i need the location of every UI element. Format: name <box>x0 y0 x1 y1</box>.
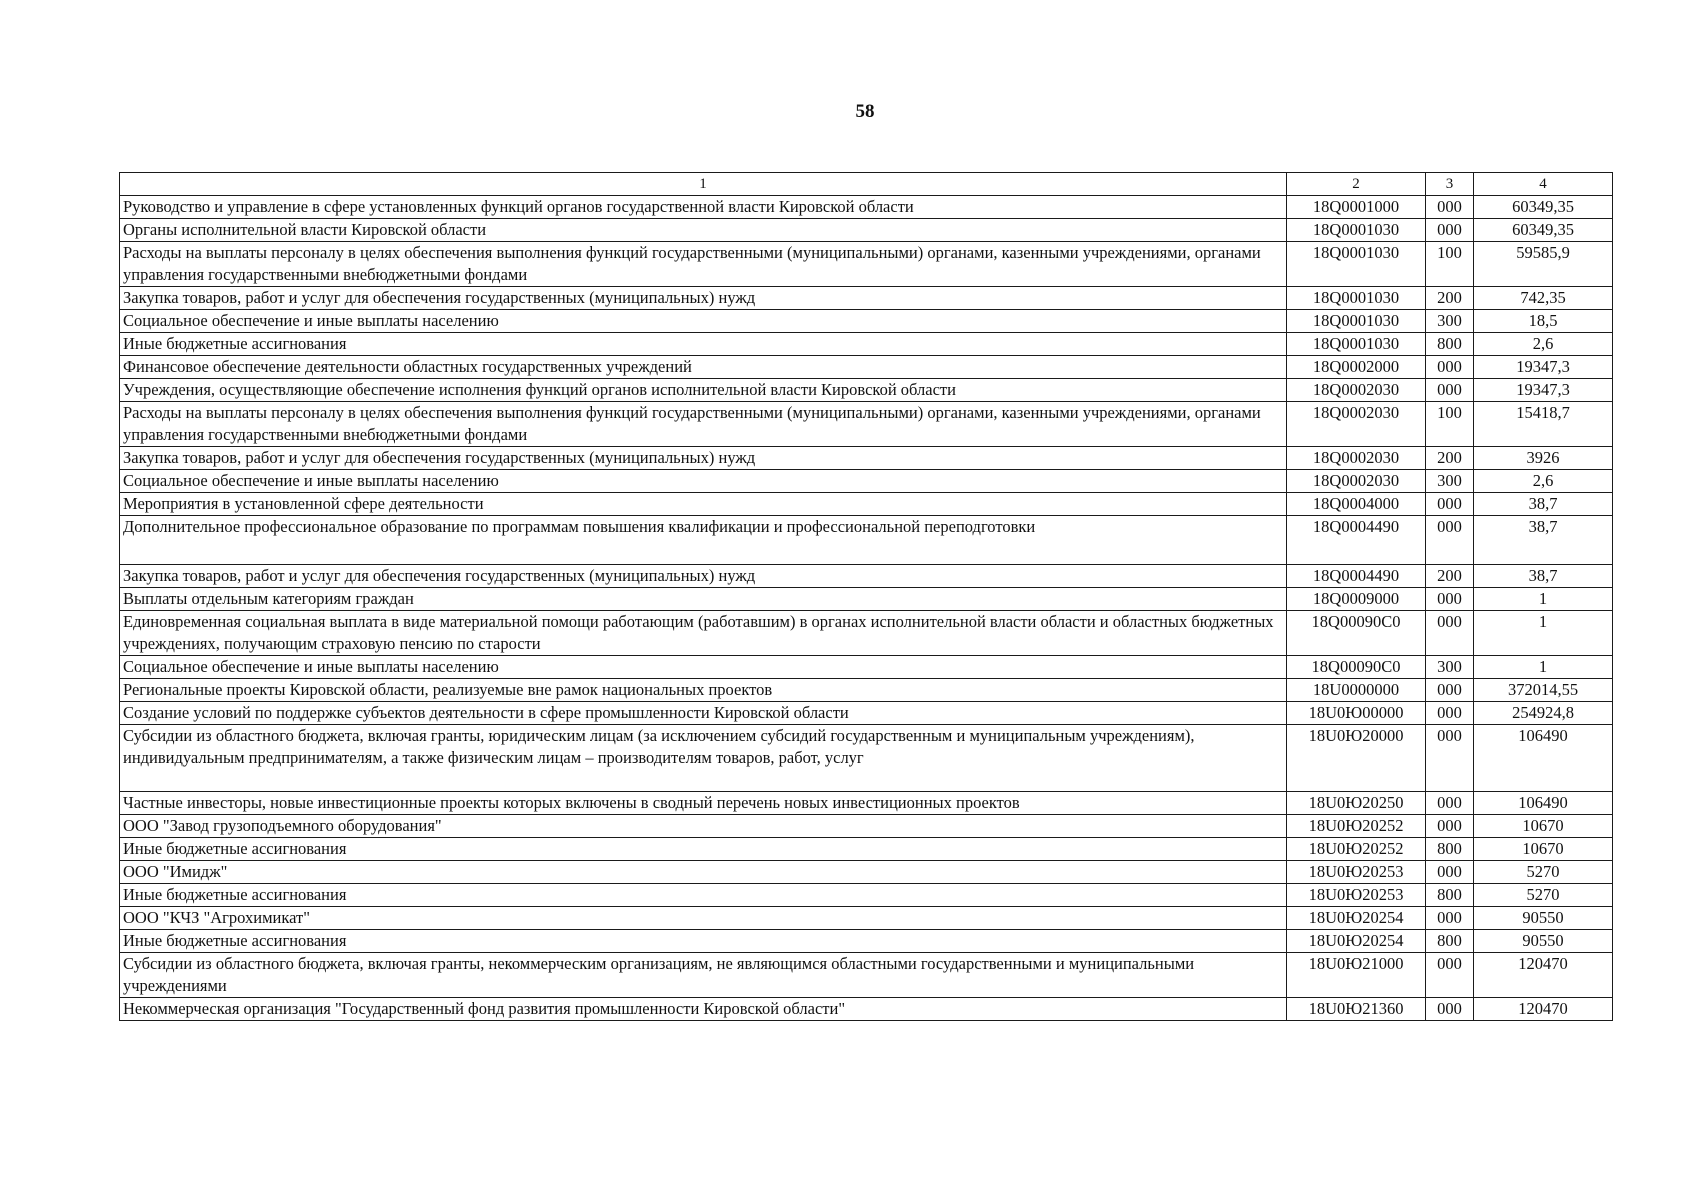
row-expense-type-cell: 000 <box>1426 611 1474 656</box>
row-code-cell: 18Q0004490 <box>1287 565 1426 588</box>
row-expense-type-cell: 000 <box>1426 679 1474 702</box>
table-row <box>120 725 1613 792</box>
row-expense-type-cell: 000 <box>1426 379 1474 402</box>
row-code-cell: 18Q0002030 <box>1287 447 1426 470</box>
table-row <box>120 792 1613 815</box>
table-row <box>120 310 1613 333</box>
column-header-2: 2 <box>1287 173 1426 196</box>
row-code-cell: 18U0Ю20000 <box>1287 725 1426 792</box>
table-row <box>120 565 1613 588</box>
table-row <box>120 907 1613 930</box>
row-code-cell: 18Q0002030 <box>1287 470 1426 493</box>
table-body <box>120 196 1613 1021</box>
row-code-cell: 18Q0001030 <box>1287 310 1426 333</box>
row-expense-type-cell: 200 <box>1426 287 1474 310</box>
row-expense-type-cell: 000 <box>1426 702 1474 725</box>
row-name-cell: Руководство и управление в сфере установленных функций органов государственной власти Кировской области <box>120 196 1287 219</box>
row-code-cell: 18U0000000 <box>1287 679 1426 702</box>
table-row <box>120 287 1613 310</box>
row-name-cell: ООО "Завод грузоподъемного оборудования" <box>120 815 1287 838</box>
row-amount-cell: 742,35 <box>1474 287 1613 310</box>
row-amount-cell: 38,7 <box>1474 516 1613 565</box>
row-amount-cell: 5270 <box>1474 884 1613 907</box>
row-amount-cell: 38,7 <box>1474 565 1613 588</box>
row-name-cell: Единовременная социальная выплата в виде материальной помощи работающим (работавшим) в органах исполнительной власти области и областных бюджетных учреждениях, получающим страховую пенсию по старости <box>120 611 1287 656</box>
row-expense-type-cell: 800 <box>1426 333 1474 356</box>
row-name-cell: Дополнительное профессиональное образование по программам повышения квалификации и профессиональной переподготовки <box>120 516 1287 565</box>
table-row <box>120 815 1613 838</box>
row-name-cell: Социальное обеспечение и иные выплаты населению <box>120 310 1287 333</box>
row-expense-type-cell: 200 <box>1426 565 1474 588</box>
row-expense-type-cell: 100 <box>1426 242 1474 287</box>
table-row <box>120 884 1613 907</box>
row-code-cell: 18U0Ю00000 <box>1287 702 1426 725</box>
row-expense-type-cell: 800 <box>1426 930 1474 953</box>
row-name-cell: Частные инвесторы, новые инвестиционные проекты которых включены в сводный перечень новых инвестиционных проектов <box>120 792 1287 815</box>
row-amount-cell: 1 <box>1474 588 1613 611</box>
row-expense-type-cell: 000 <box>1426 953 1474 998</box>
row-amount-cell: 372014,55 <box>1474 679 1613 702</box>
column-header-4: 4 <box>1474 173 1613 196</box>
row-code-cell: 18U0Ю20253 <box>1287 861 1426 884</box>
row-expense-type-cell: 300 <box>1426 470 1474 493</box>
row-amount-cell: 120470 <box>1474 953 1613 998</box>
row-code-cell: 18U0Ю21360 <box>1287 998 1426 1021</box>
row-name-cell: Иные бюджетные ассигнования <box>120 838 1287 861</box>
table-row <box>120 402 1613 447</box>
row-amount-cell: 106490 <box>1474 792 1613 815</box>
row-amount-cell: 1 <box>1474 656 1613 679</box>
row-amount-cell: 1 <box>1474 611 1613 656</box>
row-name-cell: Социальное обеспечение и иные выплаты населению <box>120 470 1287 493</box>
row-name-cell: Учреждения, осуществляющие обеспечение исполнения функций органов исполнительной власти Кировской области <box>120 379 1287 402</box>
row-expense-type-cell: 300 <box>1426 310 1474 333</box>
row-expense-type-cell: 000 <box>1426 196 1474 219</box>
table-row <box>120 447 1613 470</box>
row-amount-cell: 15418,7 <box>1474 402 1613 447</box>
table-row <box>120 861 1613 884</box>
table-row <box>120 588 1613 611</box>
row-amount-cell: 18,5 <box>1474 310 1613 333</box>
row-name-cell: Расходы на выплаты персоналу в целях обеспечения выполнения функций государственными (муниципальными) органами, казенными учреждениями, органами управления государственными внебюджетными фондами <box>120 402 1287 447</box>
row-expense-type-cell: 000 <box>1426 588 1474 611</box>
row-code-cell: 18Q0001030 <box>1287 287 1426 310</box>
row-amount-cell: 2,6 <box>1474 470 1613 493</box>
table-row <box>120 470 1613 493</box>
row-amount-cell: 19347,3 <box>1474 356 1613 379</box>
row-name-cell: Финансовое обеспечение деятельности областных государственных учреждений <box>120 356 1287 379</box>
row-name-cell: Выплаты отдельным категориям граждан <box>120 588 1287 611</box>
row-amount-cell: 5270 <box>1474 861 1613 884</box>
row-expense-type-cell: 000 <box>1426 907 1474 930</box>
row-name-cell: Иные бюджетные ассигнования <box>120 930 1287 953</box>
table-row <box>120 379 1613 402</box>
row-code-cell: 18U0Ю20252 <box>1287 838 1426 861</box>
row-code-cell: 18Q0004490 <box>1287 516 1426 565</box>
table-row <box>120 333 1613 356</box>
row-code-cell: 18U0Ю21000 <box>1287 953 1426 998</box>
row-name-cell: Региональные проекты Кировской области, реализуемые вне рамок национальных проектов <box>120 679 1287 702</box>
table-row <box>120 242 1613 287</box>
row-expense-type-cell: 000 <box>1426 516 1474 565</box>
table-row <box>120 838 1613 861</box>
row-amount-cell: 120470 <box>1474 998 1613 1021</box>
table-row <box>120 998 1613 1021</box>
row-code-cell: 18U0Ю20250 <box>1287 792 1426 815</box>
row-amount-cell: 10670 <box>1474 815 1613 838</box>
row-code-cell: 18Q0002030 <box>1287 379 1426 402</box>
table-row <box>120 953 1613 998</box>
row-amount-cell: 60349,35 <box>1474 196 1613 219</box>
row-name-cell: Некоммерческая организация "Государственный фонд развития промышленности Кировской области" <box>120 998 1287 1021</box>
header-row <box>120 173 1613 196</box>
row-name-cell: Расходы на выплаты персоналу в целях обеспечения выполнения функций государственными (муниципальными) органами, казенными учреждениями, органами управления государственными внебюджетными фондами <box>120 242 1287 287</box>
row-expense-type-cell: 100 <box>1426 402 1474 447</box>
table-row <box>120 611 1613 656</box>
row-name-cell: ООО "Имидж" <box>120 861 1287 884</box>
row-name-cell: Иные бюджетные ассигнования <box>120 884 1287 907</box>
table-row <box>120 679 1613 702</box>
row-name-cell: Социальное обеспечение и иные выплаты населению <box>120 656 1287 679</box>
row-code-cell: 18Q0004000 <box>1287 493 1426 516</box>
row-code-cell: 18Q0001000 <box>1287 196 1426 219</box>
row-expense-type-cell: 000 <box>1426 815 1474 838</box>
row-expense-type-cell: 000 <box>1426 219 1474 242</box>
row-code-cell: 18Q0001030 <box>1287 242 1426 287</box>
table-row <box>120 219 1613 242</box>
row-expense-type-cell: 300 <box>1426 656 1474 679</box>
row-name-cell: Субсидии из областного бюджета, включая гранты, некоммерческим организациям, не являющимся областными государственными и муниципальными учреждениями <box>120 953 1287 998</box>
row-code-cell: 18Q00090C0 <box>1287 611 1426 656</box>
row-expense-type-cell: 000 <box>1426 998 1474 1021</box>
row-code-cell: 18Q00090C0 <box>1287 656 1426 679</box>
row-code-cell: 18Q0001030 <box>1287 333 1426 356</box>
row-name-cell: Закупка товаров, работ и услуг для обеспечения государственных (муниципальных) нужд <box>120 447 1287 470</box>
row-amount-cell: 19347,3 <box>1474 379 1613 402</box>
table-row <box>120 493 1613 516</box>
row-expense-type-cell: 000 <box>1426 861 1474 884</box>
row-amount-cell: 10670 <box>1474 838 1613 861</box>
row-amount-cell: 106490 <box>1474 725 1613 792</box>
row-name-cell: Органы исполнительной власти Кировской области <box>120 219 1287 242</box>
row-amount-cell: 38,7 <box>1474 493 1613 516</box>
row-code-cell: 18Q0009000 <box>1287 588 1426 611</box>
row-name-cell: Субсидии из областного бюджета, включая гранты, юридическим лицам (за исключением субсидий государственным и муниципальным учреждениям), индивидуальным предпринимателям, а также физическим лицам – производителям товаров, работ, услуг <box>120 725 1287 792</box>
table-row <box>120 516 1613 565</box>
row-code-cell: 18Q0001030 <box>1287 219 1426 242</box>
row-expense-type-cell: 800 <box>1426 838 1474 861</box>
row-code-cell: 18U0Ю20252 <box>1287 815 1426 838</box>
row-name-cell: Закупка товаров, работ и услуг для обеспечения государственных (муниципальных) нужд <box>120 565 1287 588</box>
row-amount-cell: 90550 <box>1474 930 1613 953</box>
row-amount-cell: 3926 <box>1474 447 1613 470</box>
row-name-cell: ООО "КЧЗ "Агрохимикат" <box>120 907 1287 930</box>
table-row <box>120 196 1613 219</box>
row-expense-type-cell: 800 <box>1426 884 1474 907</box>
row-code-cell: 18Q0002030 <box>1287 402 1426 447</box>
page-number: 58 <box>855 101 875 122</box>
row-name-cell: Иные бюджетные ассигнования <box>120 333 1287 356</box>
column-header-1: 1 <box>120 173 1287 196</box>
row-expense-type-cell: 200 <box>1426 447 1474 470</box>
table-row <box>120 702 1613 725</box>
row-expense-type-cell: 000 <box>1426 725 1474 792</box>
row-amount-cell: 2,6 <box>1474 333 1613 356</box>
row-amount-cell: 254924,8 <box>1474 702 1613 725</box>
column-header-3: 3 <box>1426 173 1474 196</box>
table-row <box>120 656 1613 679</box>
row-name-cell: Закупка товаров, работ и услуг для обеспечения государственных (муниципальных) нужд <box>120 287 1287 310</box>
row-code-cell: 18U0Ю20254 <box>1287 930 1426 953</box>
row-code-cell: 18Q0002000 <box>1287 356 1426 379</box>
row-expense-type-cell: 000 <box>1426 792 1474 815</box>
row-amount-cell: 60349,35 <box>1474 219 1613 242</box>
table-row <box>120 356 1613 379</box>
table-row <box>120 930 1613 953</box>
row-amount-cell: 59585,9 <box>1474 242 1613 287</box>
budget-table <box>119 172 1613 1021</box>
row-expense-type-cell: 000 <box>1426 356 1474 379</box>
row-expense-type-cell: 000 <box>1426 493 1474 516</box>
row-code-cell: 18U0Ю20254 <box>1287 907 1426 930</box>
row-name-cell: Мероприятия в установленной сфере деятельности <box>120 493 1287 516</box>
row-code-cell: 18U0Ю20253 <box>1287 884 1426 907</box>
row-name-cell: Создание условий по поддержке субъектов деятельности в сфере промышленности Кировской области <box>120 702 1287 725</box>
row-amount-cell: 90550 <box>1474 907 1613 930</box>
